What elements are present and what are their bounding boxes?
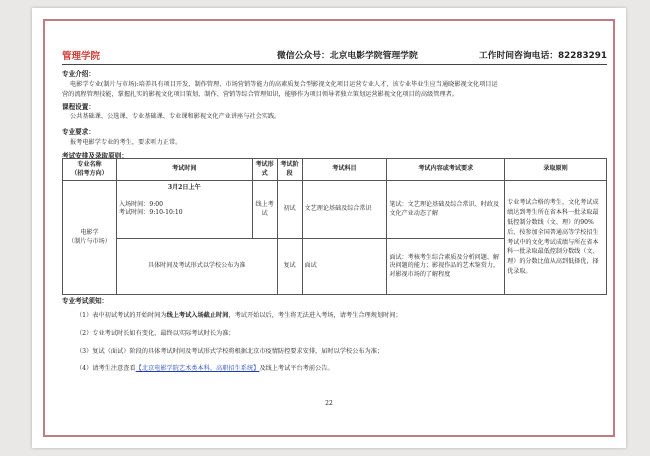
- note-1: （1）表中初试考试的开始时间为线上考试入场截止时间，考试开始以后，考生将无法进入考场，请考生合理规划时间；: [76, 312, 402, 319]
- requirements-heading: 专业要求：: [62, 128, 95, 136]
- col-subject: 考试科目: [302, 159, 387, 181]
- courses-heading: 课程设置：: [62, 103, 95, 111]
- stage-cell-first: 初试: [277, 181, 302, 239]
- requirements-text: 报考电影学专业的考生，要求听力正常。: [70, 139, 182, 146]
- intro-line-1: 电影学专业(制片与市场):培养具有项目开发、制作管理、市场营销等能力的高素质复合型影视文化项目运营专业人才，该专业毕业生应当通晓影视文化项目运: [70, 81, 498, 88]
- subject-cell-second: 面试: [302, 239, 387, 295]
- header-rule: [62, 64, 607, 65]
- brand-title: 管理学院: [62, 51, 101, 62]
- note-2: （2）专业考试时长如有变化，最终以实际考试时长为准；: [76, 330, 235, 337]
- contact-phone: 工作时间咨询电话：82283291: [478, 51, 607, 61]
- col-major: 专业名称 （招考方向）: [63, 159, 117, 181]
- exam-schedule-table: [62, 158, 607, 295]
- major-cell: 电影学 （制片与市场）: [63, 181, 117, 295]
- intro-heading: 专业介绍：: [62, 70, 95, 78]
- note-4: （4）请考生注意查看【北京电影学院艺术类本科、高职招生系统】及线上考试平台考前公告。: [76, 365, 334, 372]
- table-header-row: [63, 159, 607, 181]
- content-cell-first: 笔试：文艺理论基础及综合常识、时政及文化产业动态了解: [387, 181, 505, 239]
- col-admission: 录取原则: [505, 159, 607, 181]
- schedule-heading: 考试安排及录取原则：: [62, 152, 128, 160]
- time-cell-second: 具体时间及考试形式以学校公布为准: [116, 239, 277, 295]
- wechat-account: 微信公众号：北京电影学院管理学院: [277, 51, 418, 61]
- page-header: [62, 48, 607, 62]
- page-number: 22: [325, 400, 333, 407]
- intro-line-2: 营的流程管理技能，掌握扎实的影视文化项目策划、制作、营销等综合管理知识，能够作为项目领导者独立策划运营影视文化项目的高级管理者。: [62, 91, 458, 98]
- form-cell: 线上考试: [252, 181, 277, 239]
- stage-cell-second: 复试: [277, 239, 302, 295]
- subject-cell-first: 文艺理论基础及综合常识: [302, 181, 387, 239]
- col-content: 考试内容或考试要求: [387, 159, 505, 181]
- courses-text: 公共基础课、公选课、专业基础课、专业课和影视文化产业讲座与社会实践。: [70, 113, 281, 120]
- admission-system-link[interactable]: 【北京电影学院艺术类本科、高职招生系统】: [135, 365, 260, 372]
- notes-heading: 专业考试须知：: [62, 297, 109, 305]
- time-cell-first: 3月2日上午 入场时间：9:00 考试时间：9:10-10:10: [116, 181, 252, 239]
- page-content: [32, 8, 626, 448]
- admission-cell: 专业考试合格的考生，文化考试成绩达到考生所在省本科一批录取最低控制分数线（文、理）的90%后，按参加全国普通高等学校招生考试中的文化考试成绩与所在省本科一批录取最低控制分数线（文、理）的分数比值从高到低择优，择优录取。: [505, 181, 607, 295]
- content-cell-second: 面试：考核考生综合素质及分析问题、解决问题的能力；影视作品的艺术鉴赏力，对影视市场的了解程度: [387, 239, 505, 295]
- table-row: [63, 181, 607, 239]
- col-form: 考试形式: [252, 159, 277, 181]
- col-stage: 考试阶段: [277, 159, 302, 181]
- note-3: （3）复试（面试）阶段的具体考试时间及考试形式学校将根据北京市疫情防控要求安排，届时以学校公布为准；: [76, 348, 384, 355]
- col-time: 考试时间: [116, 159, 252, 181]
